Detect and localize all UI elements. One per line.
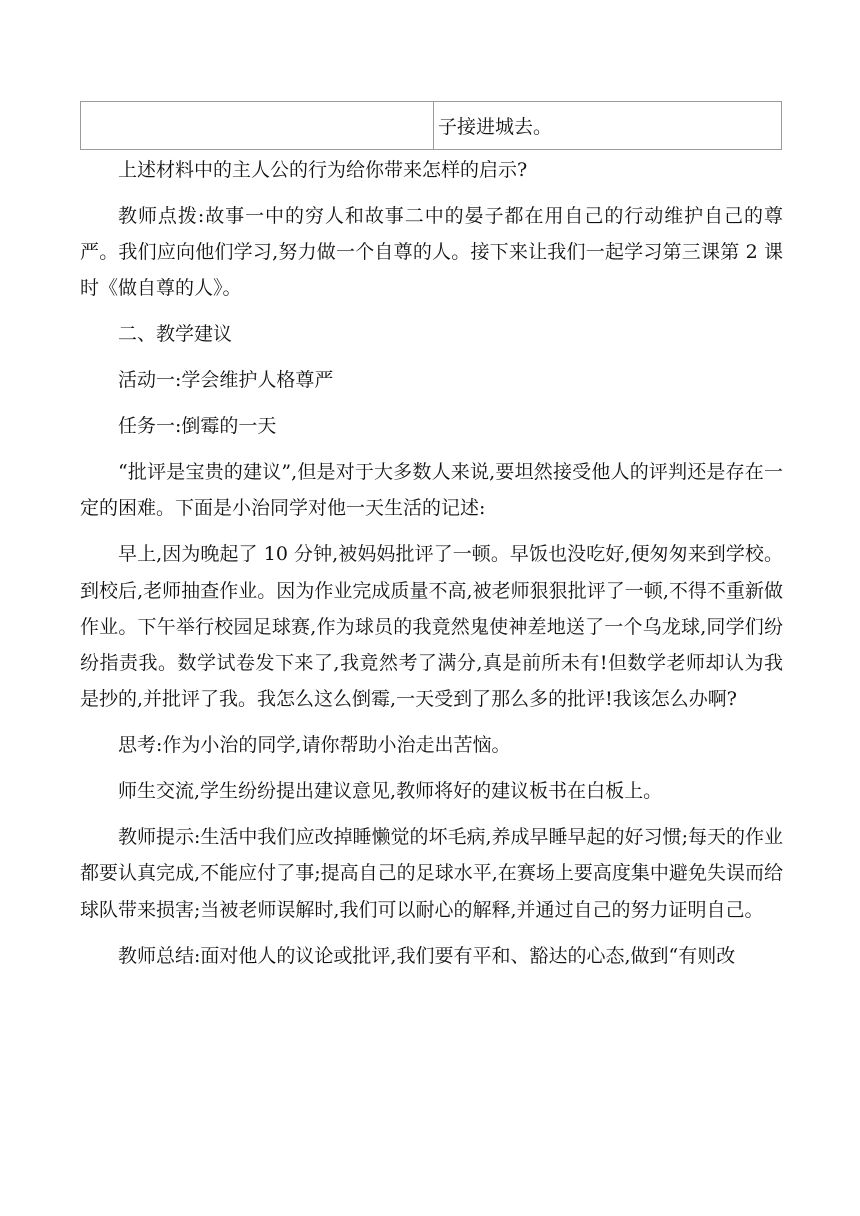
table-cell-left	[81, 102, 434, 150]
class-exchange-paragraph: 师生交流,学生纷纷提出建议意见,教师将好的建议板书在白板上。	[118, 780, 663, 803]
document-body	[80, 152, 783, 974]
activity-one-heading: 活动一:学会维护人格尊严	[118, 369, 334, 392]
continuation-table	[80, 101, 782, 150]
xiaozhi-diary-paragraph: 早上,因为晚起了 10 分钟,被妈妈批评了一顿。早饭也没吃好,便匆匆来到学校。到校后,老师抽查作业。因为作业完成质量不高,被老师狠狠批评了一顿,不得不重新做作业。下午举行校园足球赛,作为球员的我竟然鬼使神差地送了一个乌龙球,同学们纷纷指责我。数学试卷发下来了,我竟然考了满分,真是前所未有!但数学老师却认为我是抄的,并批评了我。我怎么这么倒霉,一天受到了那么多的批评!我该怎么办啊?	[80, 543, 783, 711]
teacher-tips-paragraph: 教师提示:生活中我们应改掉睡懒觉的坏毛病,养成早睡早起的好习惯;每天的作业都要认真完成,不能应付了事;提高自己的足球水平,在赛场上要高度集中避免失误而给球队带来损害;当被老师误解时,我们可以耐心的解释,并通过自己的努力证明自己。	[80, 826, 783, 921]
teacher-guidance-paragraph: 教师点拨:故事一中的穷人和故事二中的晏子都在用自己的行动维护自己的尊严。我们应向他们学习,努力做一个自尊的人。接下来让我们一起学习第三课第 2 课时《做自尊的人》。	[80, 204, 783, 300]
criticism-intro-paragraph: “批评是宝贵的建议”,但是对于大多数人来说,要坦然接受他人的评判还是存在一定的困难。下面是小治同学对他一天生活的记述:	[80, 461, 783, 520]
question-paragraph: 上述材料中的主人公的行为给你带来怎样的启示?	[118, 159, 528, 181]
section-heading-teaching-suggestions: 二、教学建议	[118, 323, 233, 346]
table-row	[81, 102, 782, 150]
task-one-heading: 任务一:倒霉的一天	[118, 415, 277, 438]
teacher-summary-paragraph: 教师总结:面对他人的议论或批评,我们要有平和、豁达的心态,做到“有则改	[118, 944, 736, 967]
thinking-prompt-paragraph: 思考:作为小治的同学,请你帮助小治走出苦恼。	[118, 734, 511, 757]
table-cell-right: 子接进城去。	[434, 102, 782, 150]
